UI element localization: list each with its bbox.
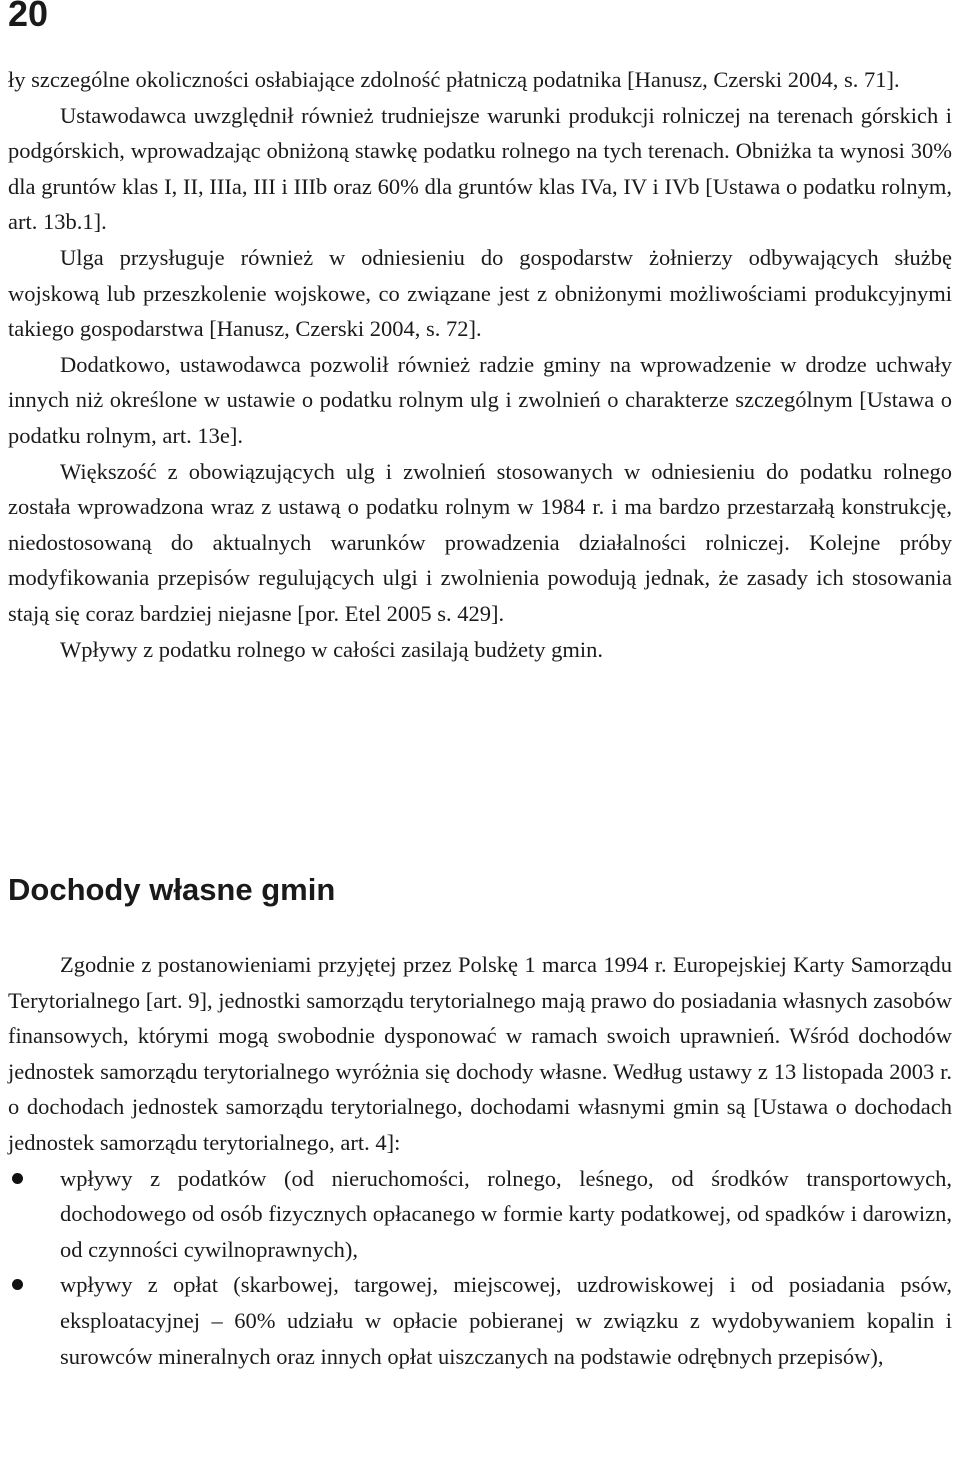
section-intro-paragraph: Zgodnie z postanowieniami przyjętej przez Polskę 1 marca 1994 r. Europejskiej Karty Samorządu Terytorialnego [art. 9], jednostki samorządu terytorialnego mają prawo do posiadania własnych zasobów finansowych, którymi mogą swobodnie dysponować w ramach swoich uprawnień. Wśród dochodów jednostek samorządu terytorialnego wyróżnia się dochody własne. Według ustawy z 13 listopada 2003 r. o dochodach jednostek samorządu terytorialnego, dochodami własnymi gmin są [Ustawa o dochodach jednostek samorządu terytorialnego, art. 4]: xyxy=(8,952,952,1155)
list-item xyxy=(8,1267,952,1374)
paragraph-military-relief: Ulga przysługuje również w odniesieniu do gospodarstw żołnierzy odbywających służbę wojskową lub przeszkolenie wojskowe, co związane jest z obniżonymi możliwościami produkcyjnymi takiego gospodarstwa [Hanusz, Czerski 2004, s. 72]. xyxy=(8,244,952,342)
bullet-icon xyxy=(12,1279,23,1290)
paragraph-outdated-reliefs: Większość z obowiązujących ulg i zwolnień stosowanych w odniesieniu do podatku rolnego została wprowadzona wraz z ustawą o podatku rolnym w 1984 r. i ma bardzo przestarzałą konstrukcję, niedostosowaną do aktualnych warunków prowadzenia działalności rolniczej. Kolejne próby modyfikowania przepisów regulujących ulgi i zwolnienia powodują jednak, że zasady ich stosowania stają się coraz bardziej niejasne [por. Etel 2005 s. 429]. xyxy=(8,458,952,626)
list-item-text: wpływy z podatków (od nieruchomości, rolnego, leśnego, od środków transportowych, dochodowego od osób fizycznych opłacanego w formie karty podatkowej, od spadków i darowizn, od czynności cywilnoprawnych), xyxy=(60,1165,952,1262)
list-item-text: wpływy z opłat (skarbowej, targowej, miejscowej, uzdrowiskowej i od posiadania psów, eksploatacyjnej – 60% udziału w opłacie pobieranej w związku z wydobywaniem kopalin i surowców mineralnych oraz innych opłat uiszczanych na podstawie odrębnych przepisów), xyxy=(60,1272,952,1369)
paragraph-mountain-relief: Ustawodawca uwzględnił również trudniejsze warunki produkcji rolniczej na terenach górskich i podgórskich, wprowadzając obniżoną stawkę podatku rolnego na tych terenach. Obniżka ta wynosi 30% dla gruntów klas I, II, IIIa, III i IIIb oraz 60% dla gruntów klas IVa, IV i IVb [Ustawa o podatku rolnym, art. 13b.1]. xyxy=(8,102,952,235)
paragraph-revenue-note: Wpływy z podatku rolnego w całości zasilają budżety gmin. xyxy=(60,636,603,662)
list-item xyxy=(8,1161,952,1268)
body-text xyxy=(8,62,952,667)
section-text xyxy=(8,947,952,1374)
income-list xyxy=(8,1161,952,1375)
paragraph-continuation: ły szczególne okoliczności osłabiające zdolność płatniczą podatnika [Hanusz, Czerski 2004, s. 71]. xyxy=(8,67,900,92)
section-title: Dochody własne gmin xyxy=(8,872,336,907)
bullet-icon xyxy=(12,1173,23,1184)
paragraph-council-relief: Dodatkowo, ustawodawca pozwolił również radzie gminy na wprowadzenie w drodze uchwały innych niż określone w ustawie o podatku rolnym ulg i zwolnień o charakterze szczególnym [Ustawa o podatku rolnym, art. 13e]. xyxy=(8,351,952,448)
page-number: 20 xyxy=(8,0,49,34)
